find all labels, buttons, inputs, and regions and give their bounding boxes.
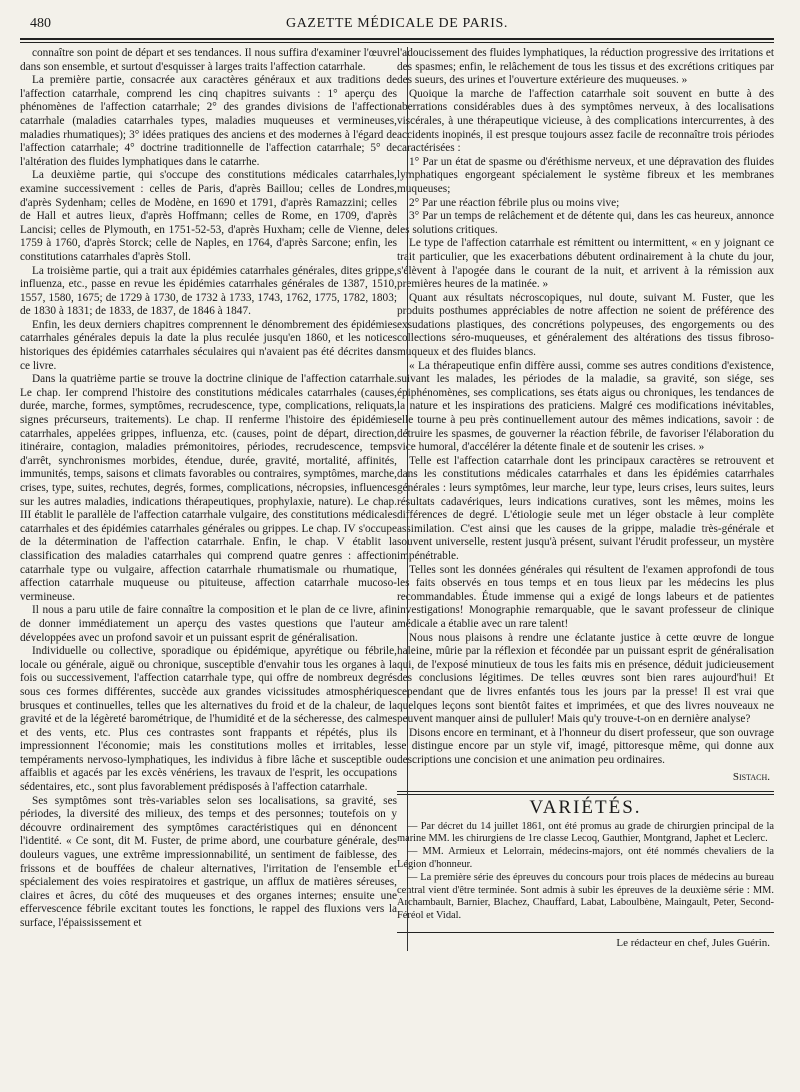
paragraph: connaître son point de départ et ses tendances. Il nous suffira d'examiner l'œuvre dans son ensemble, et surtout d'esquisser à larges traits l'affection catarrhale.	[20, 47, 397, 73]
header-rule-thin	[20, 42, 774, 43]
column-divider	[407, 47, 408, 951]
paragraph: Ses symptômes sont très-variables selon ses localisations, sa gravité, ses périodes, la diversité des milieux, des temps et des personnes; toutefois on y découvre ordinairement des symptômes caractéristiques qui en dénoncent l'identité. « Ce sont, dit M. Fuster, de prime abord, une courbature générale, des douleurs vagues, une extrême impressionnabilité, un sentiment de faiblesse, des frissons et de bouffées de chaleur alternatives, l'irritation de l'ensemble et spécialement des voies respiratoires et gastrique, un afflux de matières séreuses, claires et âcres, du côté des muqueuses et des organes internes; ensuite une effervescence fébrile excitant toutes les fonctions, le rappel des fluxions vers la surface, l'épaississement et	[20, 794, 397, 929]
paragraph: Telle est l'affection catarrhale dont les principaux caractères se retrouvent et dans les constitutions médicales catarrhales et dans les épidémies catarrhales générales : leurs symptômes, leur marche, leur type, leurs crises, leurs suites, leurs résultats cadavériques, leurs indications curatives, sont les mêmes, moins les différences de degré. L'étiologie seule met un léger obstacle à leur complète assimilation. C'est ainsi que les causes de la grippe, maladie très-générale et souvent universelle, restent jusqu'à présent, suivant l'érudit professeur, un mystère impénétrable.	[397, 454, 774, 562]
left-column	[20, 47, 397, 951]
paragraph: Telles sont les données générales qui résultent de l'examen approfondi de tous les faits observés en tous temps et en tous lieux par les médecins les plus recommandables. Étude immense qui a exigé de longs labeurs et de patientes investigations! Monographie remarquable, que le savant professeur de clinique médicale a établie avec un rare talent!	[397, 563, 774, 630]
paragraph: l'adoucissement des fluides lymphatiques, la réduction progressive des irritations et des spasmes; enfin, le relâchement de tous les tissus et des excrétions critiques par des sueurs, des urines et l'ouverture extérieure des muqueuses. »	[397, 47, 774, 87]
paragraph: Individuelle ou collective, sporadique ou épidémique, apyrétique ou fébrile, locale ou générale, aiguë ou chronique, susceptible d'envahir tous les organes à la fois ou successivement, l'affection catarrhale type, qui offre de nombreux degrés sous ces formes différentes, succède aux grandes vicissitudes atmosphériques brusques et continuelles, telles que les alternatives du froid et de la chaleur, de la gravité et de la légèreté barométrique, de l'humidité et de la sécheresse, des calmes et des vents, etc. Plus ces contrastes sont frappants et répétés, plus ils impressionnent l'économie; mais les constitutions molles et irritables, les tempéraments nervoso-lymphatiques, les individus à fibre lâche et susceptible ou affaiblis et agacés par les excès vénériens, les travaux de l'esprit, les occupations sédentaires, etc., sont plus favorablement prédisposés à l'affection catarrhale.	[20, 645, 397, 794]
article-signature: Sistach.	[732, 771, 770, 784]
varietes-title: VARIÉTÉS.	[529, 797, 642, 819]
paragraph: Il nous a paru utile de faire connaître la composition et le plan de ce livre, afin de donner immédiatement un aperçu des vastes questions que l'auteur a développées avec un profond savoir et un puissant esprit de généralisation.	[20, 604, 397, 644]
section-rule-thin	[397, 794, 774, 795]
paragraph: Disons encore en terminant, et à l'honneur du disert professeur, que son ouvrage se distingue encore par un style vif, imagé, pittoresque même, qui donne aux descriptions une concision et une animation peu ordinaires.	[397, 726, 774, 766]
news-item: — Par décret du 14 juillet 1861, ont été promus au grade de chirurgien principal de la marine MM. les chirurgiens de 1re classe Lecoq, Gauthier, Montgrand, Japhet et Leclerc.	[397, 820, 774, 845]
journal-title: GAZETTE MÉDICALE DE PARIS.	[286, 16, 508, 31]
paragraph: La deuxième partie, qui s'occupe des constitutions médicales catarrhales, examine successivement : celles de Paris, d'après Baillou; celles de Londres, d'après Sydenham; celles de Modène, en 1690 et 1791, d'après Ramazzini; celles de Hall et autres lieux, d'après Hoffmann; celles de Rome, en 1709, d'après Lancisi; celles de Plymouth, en 1751-52-53, d'après Huxham; celle de Vienne, de 1759 à 1760, d'après Storck; celle de Naples, en 1764, d'après Sarcone; enfin, les constitutions catarrhales d'après Stoll.	[20, 169, 397, 263]
paragraph: La première partie, consacrée aux caractères généraux et aux traditions de l'affection catarrhale, comprend les cinq chapitres suivants : 1° aperçu des phénomènes de l'affection catarrhale; 2° des grandes divisions de l'affection catarrhale (maladies catarrhales types, maladies muqueuses et vermineuses, maladies rhumatiques); 3° idées pratiques des anciens et des modernes à l'égard de l'affection catarrhale; 4° doctrine traditionnelle de l'affection catarrhale; 5° de l'altération des fluides lymphatiques dans le catarrhe.	[20, 74, 397, 168]
paragraph: Quant aux résultats nécroscopiques, nul doute, suivant M. Fuster, que les produits posthumes appréciables de notre affection ne soient de préférence des exsudations plastiques, des concrétions polypeuses, des engorgements ou des collections séro-muqueuses, et généralement des altérations des tissus fibroso-muqueux et des fluides blancs.	[397, 291, 774, 359]
paragraph: « La thérapeutique enfin diffère aussi, comme ses autres conditions d'existence, suivant les malades, les périodes de la maladie, sa gravité, son siége, ses épiphénomènes, ses complications, ses états aigus ou chroniques, les tendances de la nature et les inspirations des praticiens. Malgré ces modifications inévitables, elle tourne à peu près continuellement autour des mêmes indications, savoir : de détruire les spasmes, de gouverner la réaction fébrile, de favoriser l'élaboration du vice humoral, d'accélérer la détente finale et de soutenir les crises. »	[397, 359, 774, 454]
editor-signature: Le rédacteur en chef, Jules Guérin.	[616, 936, 770, 949]
varietes-items	[397, 821, 774, 922]
right-column	[397, 47, 774, 951]
paragraph: La troisième partie, qui a trait aux épidémies catarrhales générales, dites grippe, influenza, etc., passe en revue les épidémies catarrhales générales de 1387, 1510, 1557, 1580, 1675; de 1729 à 1730, de 1732 à 1733, 1743, 1762, 1775, 1782, 1803; de 1830 à 1831; de 1833, de 1837, de 1846 à 1847.	[20, 264, 397, 318]
paragraph: Dans la quatrième partie se trouve la doctrine clinique de l'affection catarrhale. Le chap. Ier comprend l'histoire des constitutions médicales catarrhales (causes, durée, marche, formes, symptômes, recrudescence, type, complications, reliquats, signes précurseurs, traitements). Le chap. II renferme l'histoire des épidémies catarrhales, appelées grippes, influenza, etc. (causes, point de départ, direction, itinéraire, contagion, maladies prémonitoires, périodes, recrudescence, temps d'arrêt, synchronismes morbides, étendue, durée, gravité, mortalité, affinités, immunités, temps, saisons et climats favorables ou contraires, symptômes, marche, crises, type, suites, rechutes, degrés, formes, complications, nécropsies, influences sur les autres maladies, indications thérapeutiques, prophylaxie, nature). Le chap. III établit le parallèle de l'affection catarrhale vulgaire, des constitutions médicales catarrhales et des épidémies catarrhales générales ou grippes. Le chap. IV s'occupe de la détermination de l'affection catarrhale. Enfin, le chap. V établit la classification des maladies catarrhales qui comprend quatre genres : affection catarrhale type ou vulgaire, affection catarrhale rhumatismale ou rhumatique, affection catarrhale muqueuse ou pituiteuse, affection catarrhale mucoso-vermineuse.	[20, 373, 397, 603]
header-rule	[20, 38, 774, 40]
paragraph: Enfin, les deux derniers chapitres comprennent le dénombrement des épidémies catarrhales générales depuis la date la plus reculée jusqu'en 1860, et les notices historiques des épidémies catarrhales séculaires qui n'avaient pas été décrites dans ce livre.	[20, 318, 397, 372]
page-number: 480	[30, 16, 51, 31]
editor-rule	[397, 932, 774, 933]
paragraph: 1° Par un état de spasme ou d'éréthisme nerveux, et une dépravation des fluides lymphatiques engorgeant spécialement le système fibreux et les membranes muqueuses;	[397, 155, 774, 195]
paragraph: 3° Par un temps de relâchement et de détente qui, dans les cas heureux, annonce les solutions critiques.	[397, 210, 774, 236]
paragraph: Quoique la marche de l'affection catarrhale soit souvent en butte à des aberrations considérables dues à des symptômes nerveux, à des localisations viscérales, à une thérapeutique vicieuse, à des complications intercurrentes, à des accidents inopinés, il est presque toujours assez facile de reconnaître trois périodes caractérisées :	[397, 87, 774, 155]
page-header	[20, 10, 774, 36]
section-rule	[397, 791, 774, 792]
news-item: — La première série des épreuves du concours pour trois places de médecins au bureau central vient d'être terminée. Sont admis à subir les épreuves de la deuxième série : MM. Archambault, Barnier, Blachez, Chauffard, Labat, Laboulbène, Maingault, Peter, Second-Féréol et Vidal.	[397, 872, 774, 921]
paragraph: Le type de l'affection catarrhale est rémittent ou intermittent, « en y joignant ce trait particulier, que les exacerbations débutent ordinairement à la chute du jour, s'élèvent à l'apogée dans le courant de la nuit, et arrivent à la rémission aux premières heures de la matinée. »	[397, 237, 774, 291]
paragraph: Nous nous plaisons à rendre une éclatante justice à cette œuvre de longue haleine, mûrie par la réflexion et fécondée par un puissant esprit de généralisation qui, de l'exposé minutieux de tous les faits mis en présence, déduit judicieusement des conclusions légitimes. De telles œuvres sont bien rares aujourd'hui! Et cependant que de livres enfantés tous les jours par la presse! Il est vrai que quelques leçons sont bientôt faites et imprimées, et que des livres nouveaux ne peuvent manquer ainsi de pulluler! Mais qu'y trouve-t-on en dernière analyse?	[397, 631, 774, 726]
paragraph: 2° Par une réaction fébrile plus ou moins vive;	[409, 196, 620, 209]
article-columns	[20, 47, 774, 951]
news-item: — MM. Armieux et Lelorrain, médecins-majors, ont été nommés chevaliers de la Légion d'honneur.	[397, 846, 774, 870]
